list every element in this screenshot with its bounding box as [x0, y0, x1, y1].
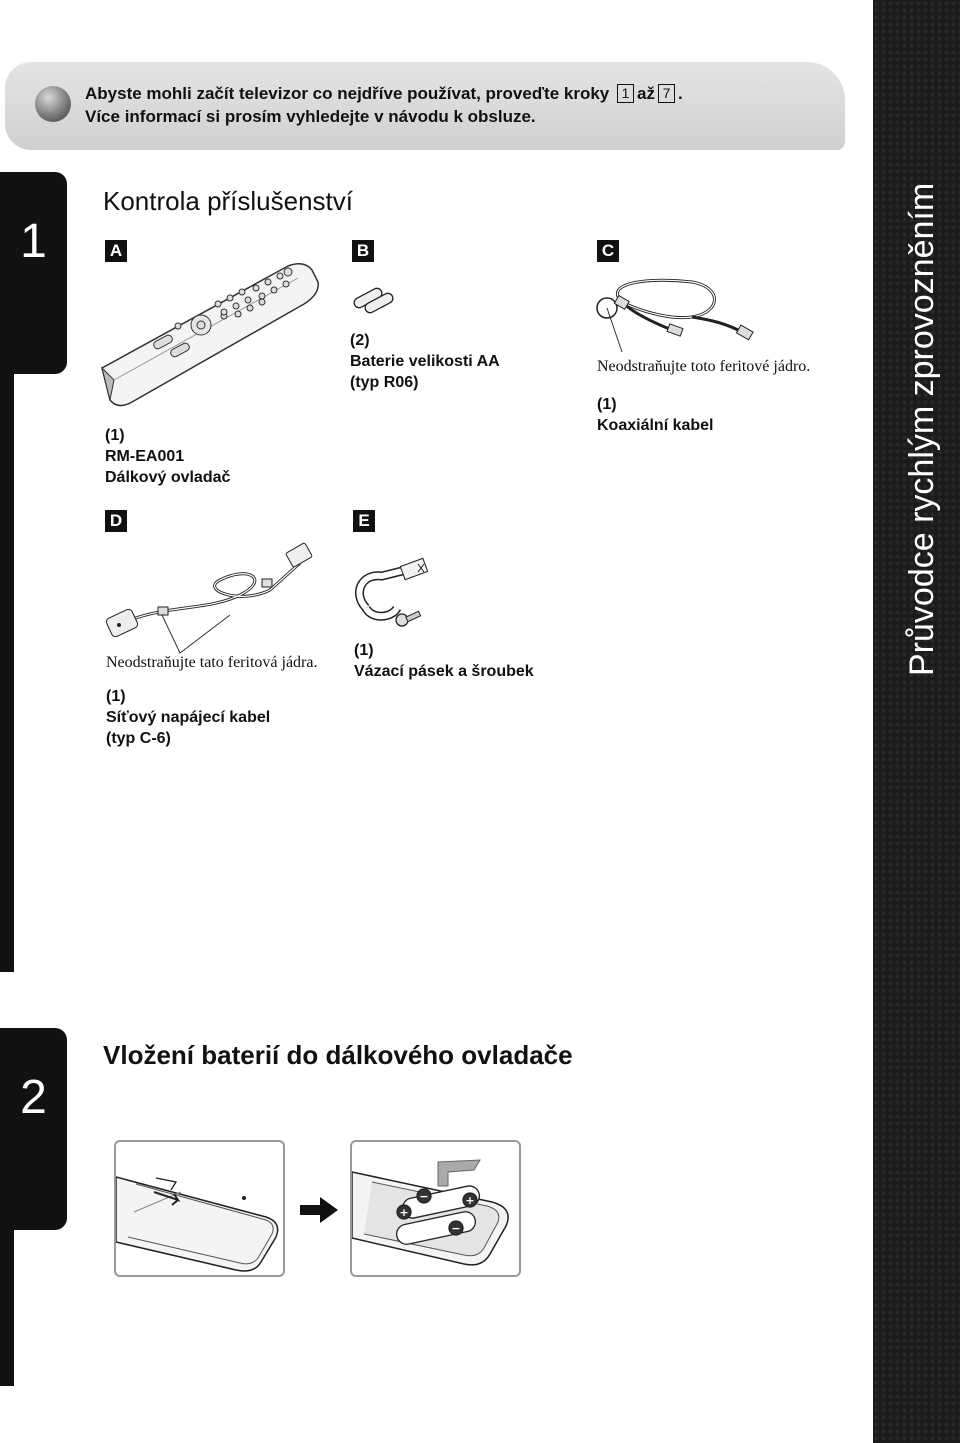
item-b-letter: B — [352, 240, 374, 262]
step-1-title: Kontrola příslušenství — [103, 186, 354, 216]
remote-control-illustration — [98, 260, 323, 410]
step-1-number-tab — [0, 172, 67, 374]
battery-1-minus-sign: − — [419, 1190, 429, 1203]
step-to-box: 7 — [658, 84, 675, 103]
item-d-note: Neodstraňujte tato feritová jádra. — [106, 654, 318, 671]
step-2-number: 2 — [20, 1071, 47, 1124]
item-c-note: Neodstraňujte toto feritové jádro. — [597, 358, 811, 375]
step-from-box: 1 — [617, 84, 634, 103]
item-b-qty: (2) — [350, 332, 370, 349]
item-b-caption — [350, 330, 500, 393]
item-a-model: RM-EA001 — [105, 448, 185, 465]
item-a-name: Dálkový ovladač — [105, 469, 231, 486]
intro-banner — [5, 62, 845, 150]
power-cord-illustration — [100, 535, 335, 655]
intro-text — [85, 82, 683, 128]
sphere-icon — [35, 86, 71, 122]
intro-line-1: Abyste mohli začít televizor co nejdříve používat, proveďte kroky 1 až 7 . — [85, 84, 683, 103]
remote-back-cover-frame — [114, 1140, 285, 1277]
battery-1-plus-sign: + — [465, 1194, 475, 1207]
item-b-type: (typ R06) — [350, 374, 419, 391]
item-a-qty: (1) — [105, 427, 125, 444]
item-e-letter: E — [353, 510, 375, 532]
item-d-letter: D — [105, 510, 127, 532]
intro-line-2: Více informací si prosím vyhledejte v návodu k obsluze. — [85, 107, 536, 126]
item-b-name: Baterie velikosti AA — [350, 353, 500, 370]
item-d-type: (typ C-6) — [106, 730, 171, 747]
cable-tie-and-screw-illustration — [352, 548, 442, 638]
item-d-qty: (1) — [106, 688, 126, 705]
item-d-name: Síťový napájecí kabel — [106, 709, 271, 726]
item-e-qty: (1) — [354, 642, 374, 659]
item-a-letter: A — [105, 240, 127, 262]
right-arrow-icon — [300, 1197, 338, 1223]
batteries-illustration — [350, 278, 400, 314]
side-tab — [873, 0, 960, 1443]
battery-insertion-illustration — [352, 1142, 519, 1275]
step-2-number-tab — [0, 1028, 67, 1230]
side-tab-label: Průvodce rychlým zprovozněním — [903, 182, 941, 676]
item-c-name: Koaxiální kabel — [597, 417, 714, 434]
step-2-title: Vložení baterií do dálkového ovladače — [103, 1040, 573, 1070]
coaxial-cable-illustration — [592, 272, 757, 357]
remote-battery-compartment-frame — [350, 1140, 521, 1277]
item-e-caption — [354, 640, 534, 682]
battery-2-minus-sign: − — [451, 1222, 461, 1235]
item-a-caption — [105, 425, 230, 488]
item-c-qty: (1) — [597, 396, 617, 413]
item-d-caption — [106, 686, 270, 749]
item-e-name: Vázací pásek a šroubek — [354, 663, 534, 680]
battery-cover-removal-illustration — [116, 1142, 283, 1275]
item-c-caption — [597, 394, 714, 436]
battery-2-plus-sign: + — [399, 1206, 409, 1219]
step-1-number: 1 — [20, 215, 47, 268]
item-c-letter: C — [597, 240, 619, 262]
